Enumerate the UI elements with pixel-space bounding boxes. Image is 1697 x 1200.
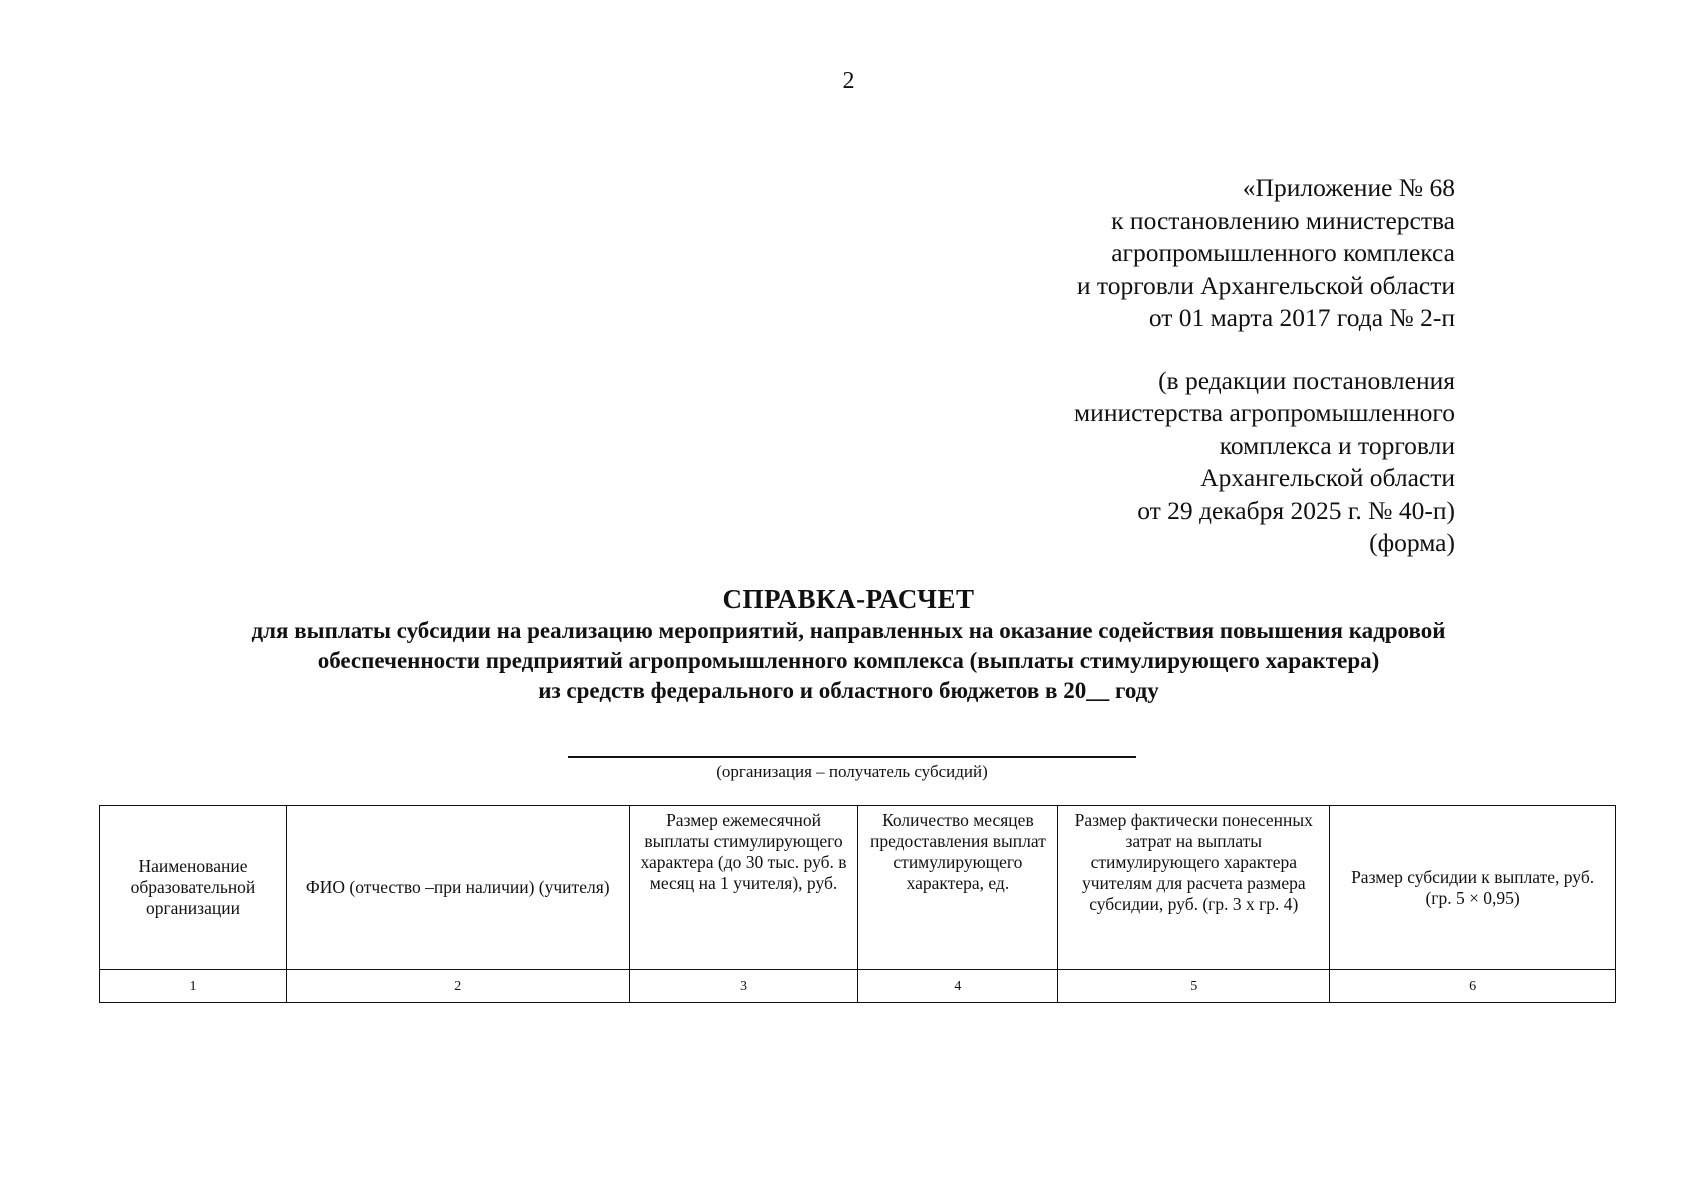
table-header-cell: ФИО (отчество –при наличии) (учителя)	[286, 806, 629, 970]
edition-line: (в редакции постановления	[1158, 365, 1455, 395]
column-number-cell: 4	[858, 970, 1058, 1003]
form-label: (форма)	[1369, 528, 1455, 557]
column-number-cell: 1	[100, 970, 287, 1003]
organization-caption: (организация – получатель субсидий)	[716, 762, 988, 781]
table-header-cell: Наименование образовательной организации	[100, 806, 287, 970]
table-header-row	[100, 806, 1616, 970]
column-number-cell: 3	[629, 970, 858, 1003]
table-header-cell: Размер фактически понесенных затрат на выплаты стимулирующего характера учителям для расчета размера субсидии, руб. (гр. 3 х гр. 4)	[1058, 806, 1330, 970]
column-number-cell: 5	[1058, 970, 1330, 1003]
table-number-row	[100, 970, 1616, 1003]
document-subtitle-line: из средств федерального и областного бюджетов в 20__ году	[538, 678, 1159, 703]
page-number: 2	[842, 68, 855, 94]
organization-input-line[interactable]	[568, 756, 1136, 758]
annex-block	[1074, 172, 1455, 560]
annex-line: от 01 марта 2017 года № 2-п	[1148, 303, 1455, 332]
edition-line: министерства агропромышленного	[1074, 398, 1455, 427]
annex-line: и торговли Архангельской области	[1076, 270, 1455, 300]
annex-line: к постановлению министерства	[1111, 205, 1455, 235]
annex-spacer	[1074, 335, 1455, 365]
column-number-cell: 2	[286, 970, 629, 1003]
edition-line: Архангельской области	[1200, 463, 1455, 492]
document-title-block	[0, 582, 1697, 706]
table-header-cell: Количество месяцев предоставления выплат стимулирующего характера, ед.	[858, 806, 1058, 970]
column-number-cell: 6	[1330, 970, 1616, 1003]
edition-line: от 29 декабря 2025 г. № 40-п)	[1137, 495, 1455, 525]
calculation-table	[99, 805, 1616, 1003]
annex-line: «Приложение № 68	[1242, 173, 1455, 202]
document-title: СПРАВКА-РАСЧЕТ	[722, 584, 975, 614]
table-header-cell: Размер ежемесячной выплаты стимулирующего характера (до 30 тыс. руб. в месяц на 1 учителя), руб.	[629, 806, 858, 970]
table-header-cell: Размер субсидии к выплате, руб. (гр. 5 × 0,95)	[1330, 806, 1616, 970]
document-subtitle-line: обеспеченности предприятий агропромышленного комплекса (выплаты стимулирующего характера)	[317, 648, 1380, 673]
annex-line: агропромышленного комплекса	[1111, 238, 1455, 267]
document-subtitle-line: для выплаты субсидии на реализацию мероприятий, направленных на оказание содействия повышения кадровой	[251, 618, 1446, 643]
edition-line: комплекса и торговли	[1219, 430, 1455, 460]
